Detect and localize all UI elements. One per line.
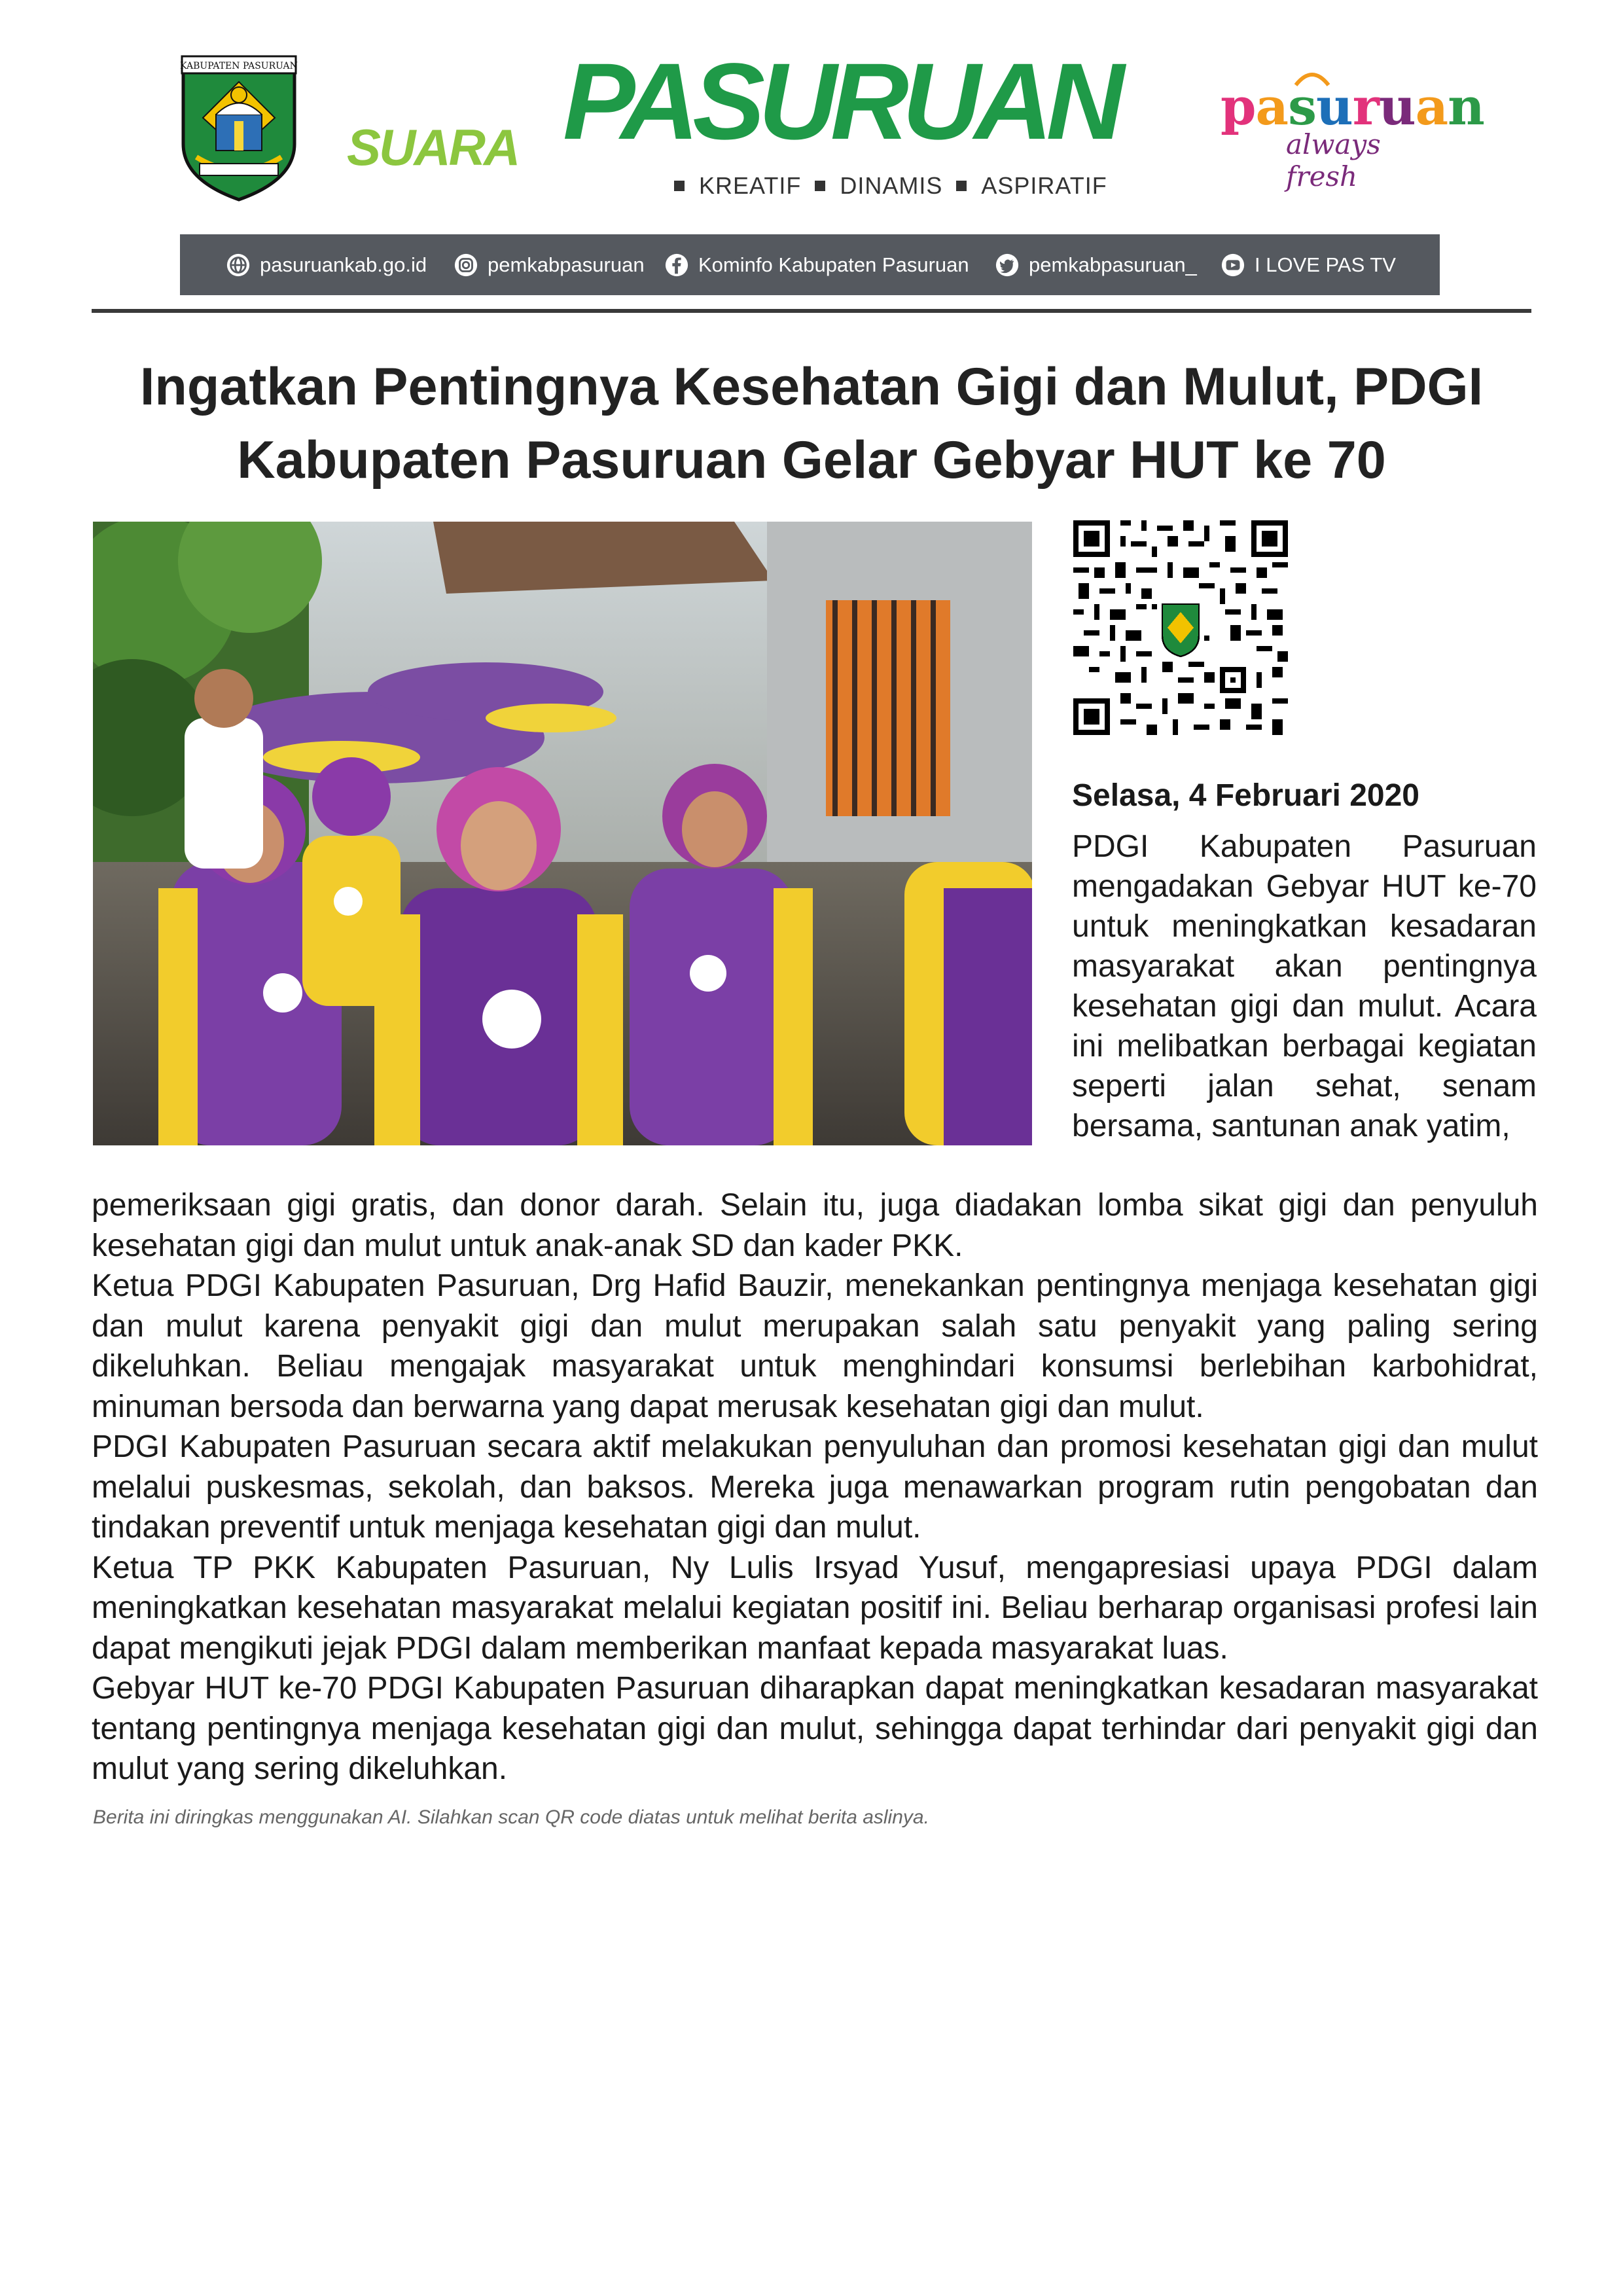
- crest-icon: [177, 52, 301, 203]
- tagline-1: KREATIF: [699, 172, 802, 199]
- article-paragraph-4: Gebyar HUT ke-70 PDGI Kabupaten Pasuruan diharapkan dapat meningkatkan kesadaran masyarakat tentang pentingnya menjaga kesehatan gigi dan mulut, sehingga dapat terhindar dari penyakit gigi dan mulut yang sering dikeluhkan.: [92, 1671, 1538, 1786]
- crowd-photo: [93, 522, 1032, 1145]
- social-website-label: pasuruankab.go.id: [260, 253, 427, 276]
- article-lead-column: PDGI Kabupaten Pasuruan mengadakan Gebyar HUT ke-70 untuk meningkatkan kesadaran masyarakat akan pentingnya kesehatan gigi dan mulut. Acara ini melibatkan berbagai kegiatan seperti jalan sehat, senam bersama, santunan anak yatim,: [1072, 829, 1537, 1143]
- instagram-icon: [454, 253, 478, 278]
- tourism-logo-word: pasuruan: [1221, 77, 1484, 137]
- youtube-icon: [1221, 253, 1245, 278]
- social-instagram-label: pemkabpasuruan: [488, 253, 645, 276]
- social-twitter-label: pemkabpasuruan_: [1029, 253, 1197, 276]
- ai-disclaimer: Berita ini diringkas menggunakan AI. Silahkan scan QR code diatas untuk melihat berita aslinya.: [93, 1806, 929, 1828]
- social-youtube-label: I LOVE PAS TV: [1255, 253, 1396, 276]
- social-instagram[interactable]: [454, 234, 645, 295]
- article-body: [92, 1185, 1538, 1789]
- article-paragraph-2: PDGI Kabupaten Pasuruan secara aktif melakukan penyuluhan dan promosi kesehatan gigi dan mulut melalui puskesmas, sekolah, dan baksos. Mereka juga menawarkan program rutin pengobatan dan tindakan preventif untuk menjaga kesehatan gigi dan mulut.: [92, 1429, 1538, 1545]
- facebook-icon: [664, 253, 689, 278]
- crest-logo: [177, 52, 301, 203]
- brand-suara: SUARA: [347, 118, 519, 176]
- tourism-logo: [1221, 77, 1484, 192]
- social-youtube[interactable]: [1221, 234, 1396, 295]
- tagline-3: ASPIRATIF: [981, 172, 1107, 199]
- globe-icon: [226, 253, 251, 278]
- qr-code[interactable]: [1073, 520, 1288, 735]
- header-divider: [92, 309, 1531, 313]
- article-photo: [93, 522, 1032, 1145]
- article-title: [92, 350, 1531, 497]
- article-date: Selasa, 4 Februari 2020: [1072, 778, 1419, 813]
- taglines: [674, 172, 1107, 200]
- article-title-line-1: Ingatkan Pentingnya Kesehatan Gigi dan Mulut, PDGI: [139, 357, 1484, 416]
- article-title-line-2: Kabupaten Pasuruan Gelar Gebyar HUT ke 70: [237, 431, 1386, 490]
- article-paragraph-1: Ketua PDGI Kabupaten Pasuruan, Drg Hafid Bauzir, menekankan pentingnya menjaga kesehatan gigi dan mulut karena penyakit gigi dan mulut merupakan salah satu penyakit yang paling sering dikeluhkan. Beliau mengajak masyarakat untuk menghindari konsumsi berlebihan karbohidrat, minuman bersoda dan berwarna yang dapat merusak kesehatan gigi dan mulut.: [92, 1268, 1538, 1424]
- masthead: [347, 41, 1178, 219]
- social-website[interactable]: [226, 234, 427, 295]
- tourism-logo-tagline: always fresh: [1286, 128, 1381, 192]
- article-lead-continued: pemeriksaan gigi gratis, dan donor darah. Selain itu, juga diadakan lomba sikat gigi dan penyuluh kesehatan gigi dan mulut untuk anak-anak SD dan kader PKK.: [92, 1188, 1538, 1263]
- social-bar: [180, 234, 1440, 295]
- tagline-2: DINAMIS: [840, 172, 943, 199]
- social-facebook-label: Kominfo Kabupaten Pasuruan: [698, 253, 969, 276]
- svg-text:KABUPATEN PASURUAN: KABUPATEN PASURUAN: [180, 61, 298, 71]
- social-twitter[interactable]: [995, 234, 1197, 295]
- qr-code-icon: [1073, 520, 1288, 735]
- social-facebook[interactable]: [664, 234, 969, 295]
- article-paragraph-3: Ketua TP PKK Kabupaten Pasuruan, Ny Lulis Irsyad Yusuf, mengapresiasi upaya PDGI dalam meningkatkan kesehatan masyarakat melalui kegiatan positif ini. Beliau berharap organisasi profesi lain dapat mengikuti jejak PDGI dalam memberikan manfaat kepada masyarakat luas.: [92, 1550, 1538, 1666]
- brand-pasuruan: PASURUAN: [563, 41, 1118, 162]
- twitter-icon: [995, 253, 1020, 278]
